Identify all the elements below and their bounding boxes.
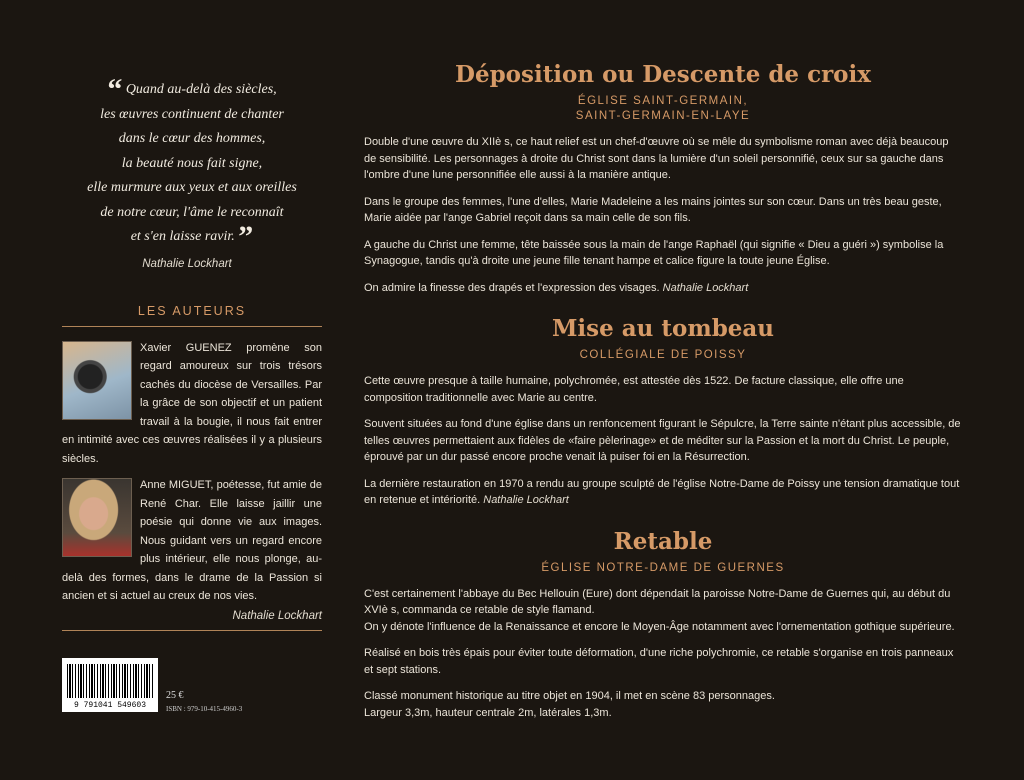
work-signature: Nathalie Lockhart — [483, 494, 569, 506]
barcode-bars — [67, 664, 153, 698]
work-location — [364, 348, 962, 363]
work-paragraph — [364, 476, 962, 509]
work-paragraph: Dans le groupe des femmes, l'une d'elles, Marie Madeleine a les mains jointes sur son cœur. Dans un très beau geste, Marie aidée par l'ange Gabriel reçoit dans sa main celle de son fils. — [364, 195, 942, 224]
authors-signature: Nathalie Lockhart — [232, 609, 322, 622]
open-quote-mark: “ — [107, 73, 123, 106]
work-location — [364, 561, 962, 576]
work-paragraph-text: On admire la finesse des drapés et l'expression des visages. — [364, 281, 660, 294]
work-paragraph: Cette œuvre presque à taille humaine, polychromée, est attestée dès 1522. De facture classique, elle offre une composition traditionnelle avec Marie au centre. — [364, 375, 904, 404]
quote-line: elle murmure aux yeux et aux oreilles — [87, 180, 297, 195]
right-column — [364, 60, 962, 739]
quote-signature: Nathalie Lockhart — [142, 257, 232, 270]
work-title: Retable — [613, 527, 713, 555]
work-paragraph: Souvent situées au fond d'une église dans un renfoncement figurant le Sépulcre, la Terre sainte n'étant plus accessible, de telles œuvres permettaient aux fidèles de «faire pèlerinage» et de méditer sur la Passion et la mort du Christ. Le peuple, éprouvé par un dur passé encore proche venait là puiser foi en la Résurrection. — [364, 418, 961, 463]
work-paragraph: Réalisé en bois très épais pour éviter toute déformation, d'une riche polychromie, ce retable s'organise en trois panneaux et sept stations. — [364, 647, 954, 676]
quote-line: et s'en laisse ravir. — [130, 229, 235, 244]
author-bio-text: Xavier GUENEZ promène son regard amoureux sur trois trésors cachés du diocèse de Versailles. Par la grâce de son objectif et un patient travail à la bougie, il nous fait entrer en intimité avec ces œuvres réalisées il y a plusieurs siècles. — [62, 341, 322, 465]
author-bio-text: Anne MIGUET, poétesse, fut amie de René Char. Elle laisse jaillir une poésie qui donne vie aux images. Nous guidant vers un regard encore plus intérieur, elle nous plonge, au-delà des formes, dans le drame de la Passion si ancien et si actuel au creux de nos vies. — [62, 479, 322, 602]
isbn: ISBN : 979-10-415-4960-3 — [166, 705, 243, 713]
work-title: Mise au tombeau — [551, 315, 775, 342]
barcode-number: 9 791041 549603 — [73, 701, 146, 710]
close-quote-mark: ” — [238, 220, 254, 253]
work-paragraph-text: La dernière restauration en 1970 a rendu au groupe sculpté de l'église Notre-Dame de Poissy une tension dramatique tout en retenue et intériorité. — [364, 477, 960, 506]
work-paragraph: A gauche du Christ une femme, tête baissée sous la main de l'ange Raphaël (qui signifie « Dieu a guéri ») symbolise la Synagogue, tandis qu'à droite une jeune fille tenant hampe et calice figure la toute jeune Église. — [364, 238, 944, 267]
author-photo-anne — [62, 478, 132, 557]
author-photo-xavier — [62, 341, 132, 420]
bottom-divider — [62, 630, 322, 631]
quote-line: dans le cœur des hommes, — [118, 131, 266, 146]
work-paragraph: Classé monument historique au titre objet en 1904, il met en scène 83 personnages. Largeur 3,3m, hauteur centrale 2m, latérales 1,3m. — [364, 690, 775, 719]
price: 25 € — [166, 690, 184, 701]
work-title: Déposition ou Descente de croix — [455, 61, 871, 88]
work-location-line: COLLÉGIALE DE POISSY — [579, 349, 747, 361]
barcode — [62, 658, 158, 712]
work-paragraph: C'est certainement l'abbaye du Bec Hellouin (Eure) dont dépendait la paroisse Notre-Dame de Guernes qui, au début du XVIè s, commanda ce retable de style flamand. On y dénote l'influence de la Renaissance et encore le Moyen-Âge notamment avec l'ornementation gothique supérieure. — [364, 587, 955, 633]
work-deposition — [364, 60, 962, 296]
author-bio — [62, 476, 322, 606]
authors-heading: LES AUTEURS — [137, 303, 247, 318]
work-location-line: ÉGLISE SAINT-GERMAIN, — [577, 95, 749, 107]
author-bio — [62, 339, 322, 469]
authors-divider — [62, 326, 322, 327]
quote-line: Quand au-delà des siècles, — [125, 82, 277, 97]
work-paragraph: Double d'une œuvre du XIIè s, ce haut relief est un chef-d'œuvre où se mêle du symbolisme roman avec déjà beaucoup de sensibilité. Les personnages à droite du Christ sont dans la lumière d'un soleil personnifié, ceux sur sa gauche dans l'ombre d'une lune personnifiée elle aussi à la manière antique. — [364, 136, 949, 181]
left-column — [62, 60, 322, 631]
work-location-line: ÉGLISE NOTRE-DAME DE GUERNES — [541, 561, 785, 574]
work-paragraph — [364, 280, 962, 297]
quote-line: la beauté nous fait signe, — [121, 155, 263, 171]
work-location — [364, 94, 962, 124]
work-signature: Nathalie Lockhart — [662, 281, 749, 294]
work-mise-au-tombeau — [364, 314, 962, 509]
quote-line: de notre cœur, l'âme le reconnaît — [100, 204, 284, 220]
work-location-line: SAINT-GERMAIN-EN-LAYE — [575, 110, 751, 122]
quote-line: les œuvres continuent de chanter — [100, 106, 284, 122]
work-retable — [364, 527, 962, 722]
epigraph-quote — [62, 73, 322, 253]
